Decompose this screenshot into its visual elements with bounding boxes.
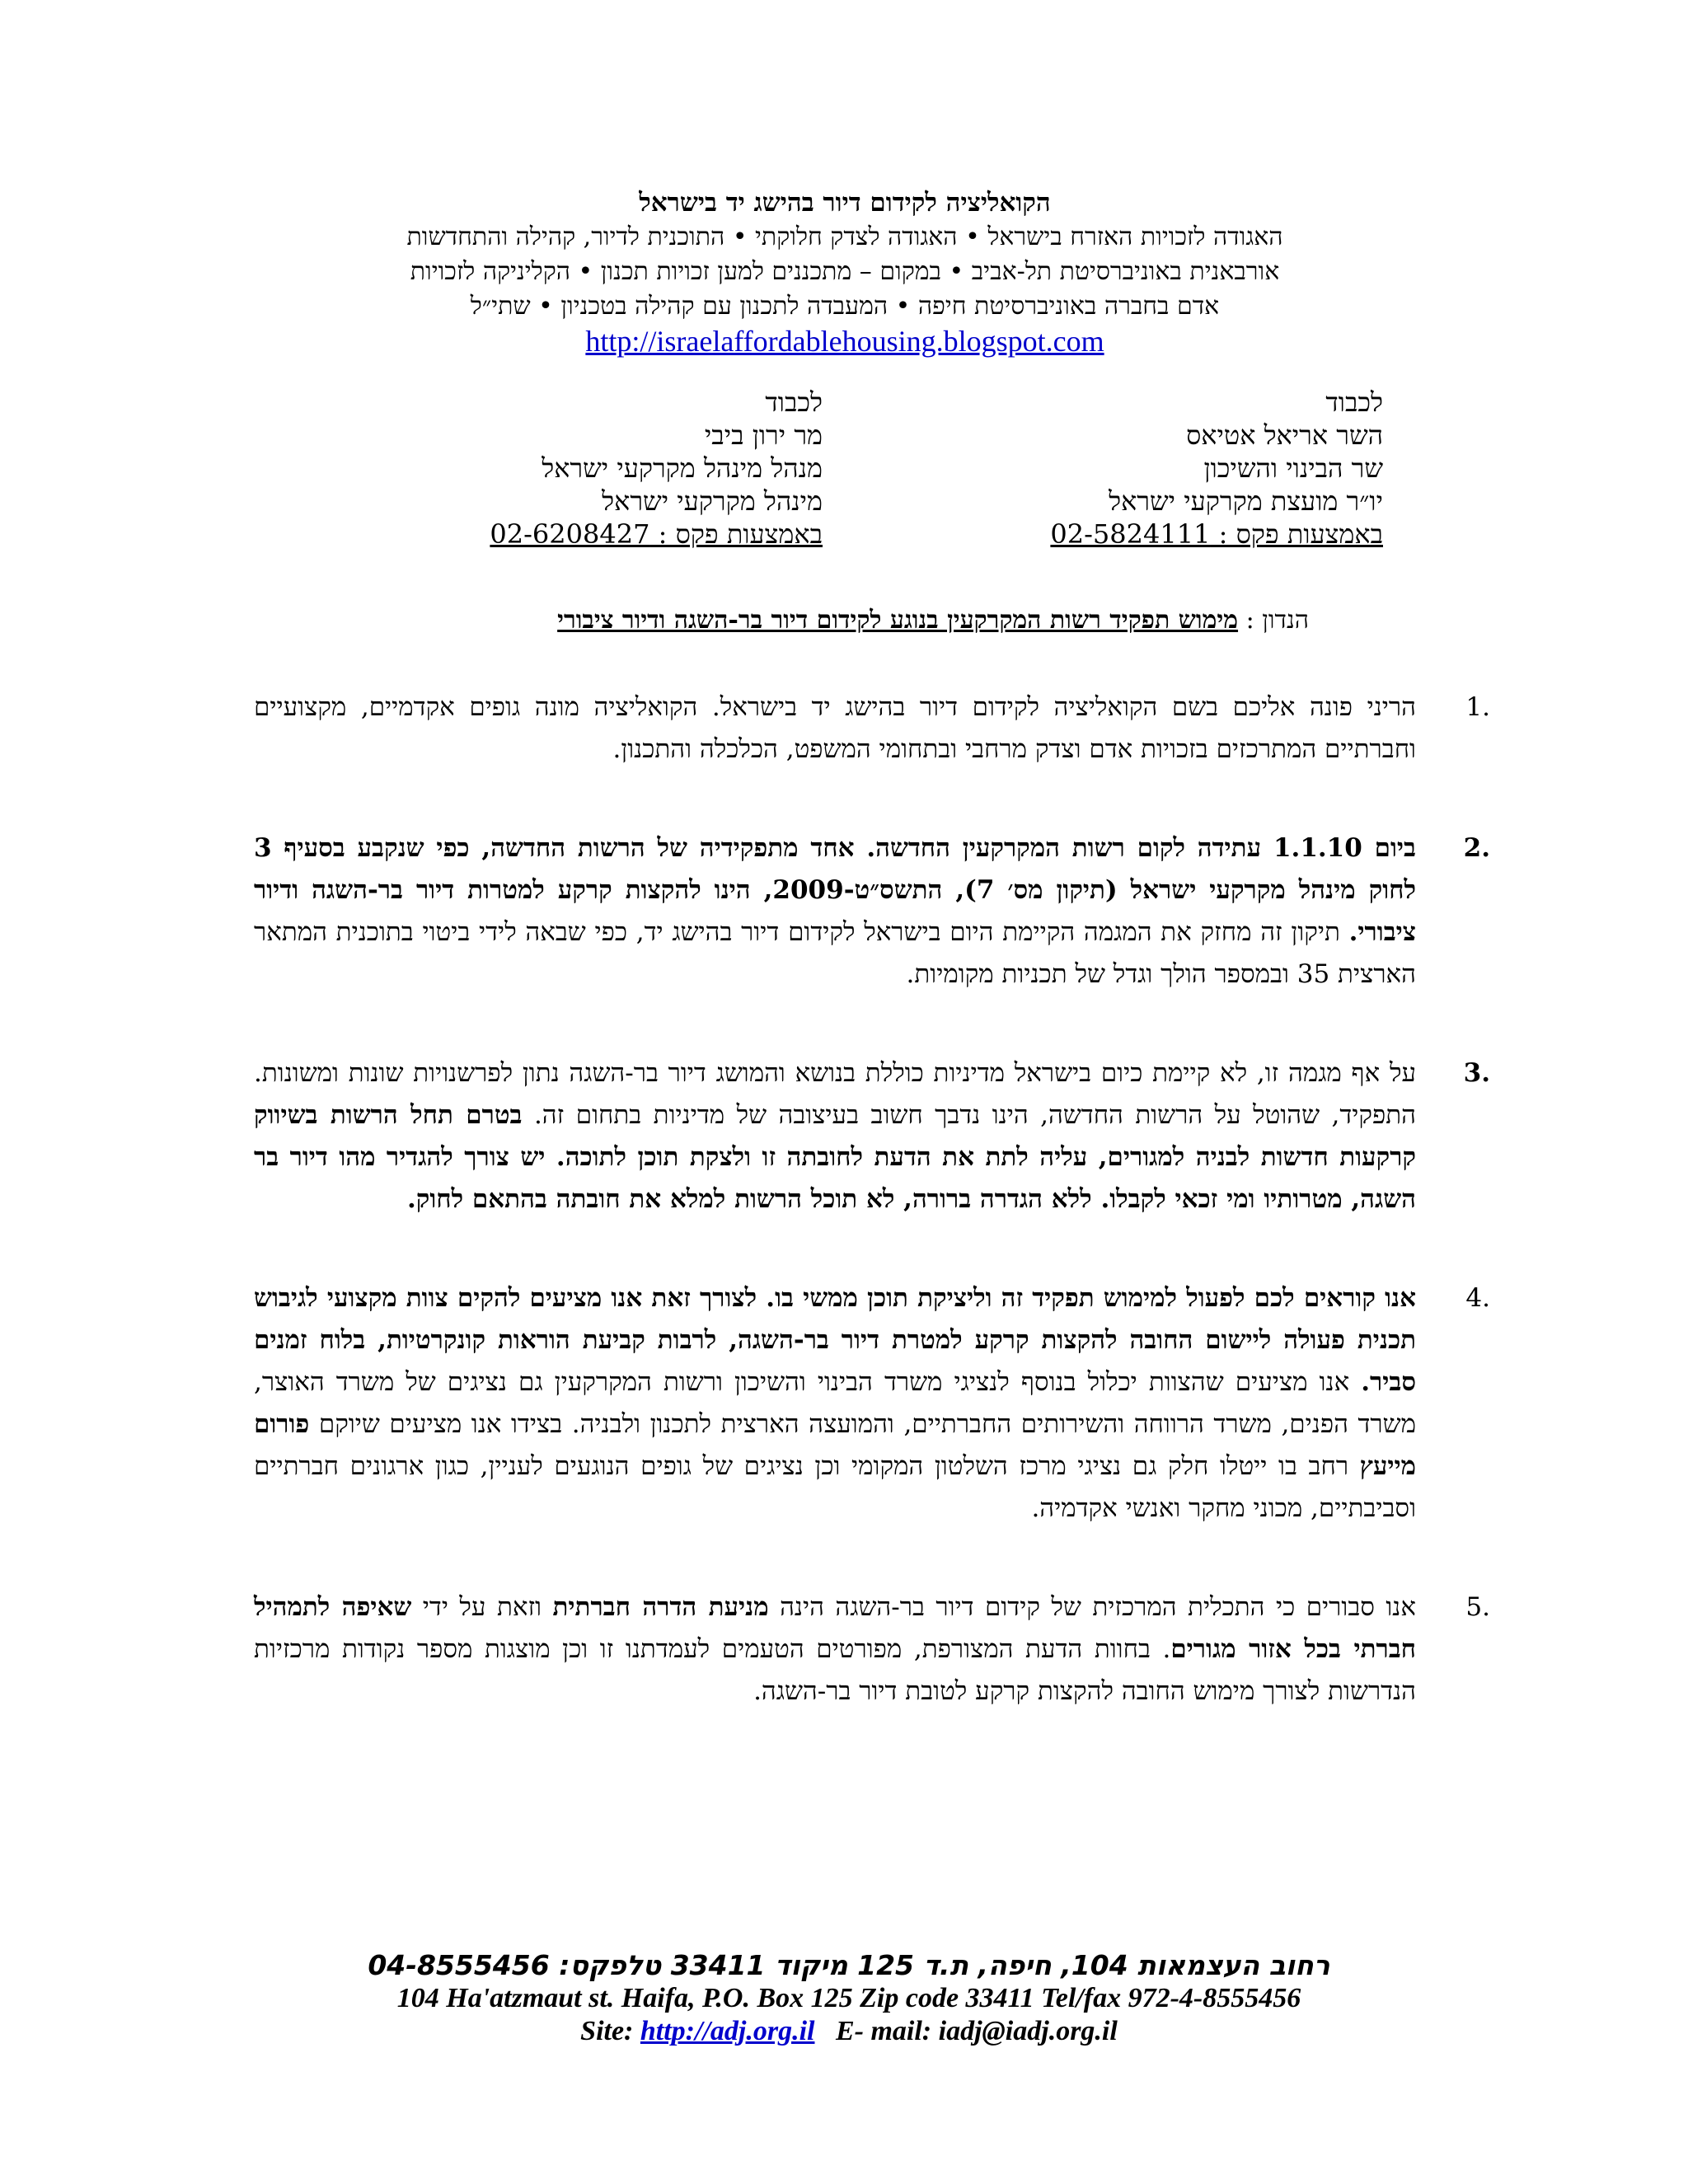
paragraph-5 [254, 1586, 1490, 1713]
recipient-role: יו״ר מועצת מקרקעי ישראל [1109, 485, 1383, 517]
paragraph-4 [254, 1277, 1490, 1530]
paragraph-number: 5. [1465, 1592, 1490, 1622]
recipient-name: השר אריאל אטיאס [1186, 419, 1383, 451]
footer [313, 1949, 1385, 2048]
numbered-paragraphs [254, 687, 1490, 1769]
paragraph-text: רחב בו ייטלו חלק גם נציגי מרכז השלטון המקומי וכן נציגים של גופים הנוגעים לעניין, כגון ארגונים חברתיים וסביבתיים, מכוני מחקר ואנשי אקדמיה. [254, 1451, 1416, 1523]
paragraph-bold-text: מניעת הדרה חברתית [552, 1592, 769, 1622]
paragraph-bold-text: שאיפה לתמהיל חברתי בכל אזור מגורים [254, 1592, 1416, 1664]
subject-label: הנדון : [1245, 606, 1309, 635]
paragraph-bold-text: פורום מייעץ [254, 1409, 1416, 1481]
recipient-role: מינהל מקרקעי ישראל [602, 485, 823, 517]
paragraph-number: 1. [1465, 692, 1490, 722]
subject-line [279, 606, 1309, 635]
coalition-title: הקואליציה לקידום דיור בהישג יד בישראל [639, 188, 1051, 218]
subject-text: מימוש תפקיד רשות המקרקעין בנוגע לקידום דיור בר-השגה ודיור ציבורי [557, 606, 1239, 635]
recipient-fax: באמצעות פקס : 02-6208427 [490, 518, 823, 550]
paragraph-text: אנו סבורים כי התכלית המרכזית של קידום דיור בר-השגה הינה [768, 1592, 1416, 1622]
letterhead [297, 185, 1393, 361]
paragraph-number: 3. [1463, 1058, 1490, 1088]
recipient-director [410, 386, 823, 551]
paragraph-number: 4. [1465, 1283, 1490, 1313]
site-link[interactable]: http://adj.org.il [640, 2016, 815, 2046]
recipient-minister [971, 386, 1383, 551]
paragraph-bold-text: בטרם תחל הרשות בשיווק קרקעות חדשות לבניה למגורים, עליה לתת את הדעת לחובתה זו ולצקת תוכן לתוכה. יש צורך להגדיר מהו דיור בר השגה, מטרותיו ומי זכאי לקבלו. ללא הגדרה ברורה, לא תוכל הרשות למלא את חובתה בהתאם לחוק. [254, 1100, 1416, 1214]
paragraph-text: אנו מציעים שהצוות יכלול בנוסף לנציגי משרד הבינוי והשיכון ורשות המקרקעין גם נציגים של משרד האוצר, משרד הפנים, משרד הרווחה והשירותים החברתיים, והמועצה הארצית לתכנון ולבניה. בצידו אנו מציעים שיוקם [254, 1367, 1416, 1439]
paragraph-1 [254, 687, 1490, 771]
paragraph-3 [254, 1052, 1490, 1221]
recipient-name: מר ירון ביבי [704, 419, 823, 451]
paragraph-text: על אף מגמה זו, לא קיימת כיום בישראל מדיניות כוללת בנושא והמושג דיור בר-השגה נתון לפרשנויות שונות ומשונות. התפקיד, שהוטל על הרשות החדשה, הינו נדבך חשוב בעיצובה של מדיניות בתחום זה. [254, 1058, 1416, 1130]
members-line-3: אדם בחברה באוניברסיטת חיפה • המעבדה לתכנון עם קהילה בטכניון • שתי״ל [470, 292, 1220, 321]
members-line-2: אורבאנית באוניברסיטת תל-אביב • במקום – מתכננים למען זכויות תכנון • הקליניקה לזכויות [410, 257, 1280, 286]
paragraph-bold-text: ביום 1.1.10 עתידה לקום רשות המקרקעין החדשה. אחד מתפקידיה של הרשות החדשה, כפי שנקבע בסעיף 3 לחוק מינהל מקרקעי ישראל (תיקון מס׳ 7), התשס״ט-2009, הינו להקצות קרקע למטרות דיור בר-השגה ודיור ציבורי. [254, 833, 1416, 947]
blog-link[interactable]: http://israelaffordablehousing.blogspot.com [585, 325, 1104, 358]
recipient-role: מנהל מינהל מקרקעי ישראל [542, 452, 823, 484]
footer-address-hebrew: רחוב העצמאות 104, חיפה, ת.ד 125 מיקוד 33411 טלפקס: 04-8555456 [368, 1949, 1330, 1981]
recipient-role: שר הבינוי והשיכון [1203, 452, 1383, 484]
footer-address-english: 104 Ha'atzmaut st. Haifa, P.O. Box 125 Zip code 33411 Tel/fax 972-4-8555456 [396, 1983, 1301, 2013]
paragraph-text: . בחוות הדעת המצורפת, מפורטים הטעמים לעמדתנו זו וכן מוצגות מספר נקודות מרכזיות הנדרשות לצורך מימוש החובה להקצות קרקע לטובת דיור בר-השגה. [254, 1634, 1416, 1706]
email-address[interactable]: E- mail: iadj@iadj.org.il [835, 2016, 1118, 2046]
salutation: לכבוד [1325, 387, 1383, 418]
site-label: Site: [580, 2016, 634, 2046]
footer-contact [313, 2015, 1385, 2048]
recipient-fax: באמצעות פקס : 02-5824111 [1050, 518, 1383, 550]
paragraph-text: הריני פונה אליכם בשם הקואליציה לקידום דיור בהישג יד בישראל. הקואליציה מונה גופים אקדמיים, מקצועיים וחברתיים המתרכזים בזכויות אדם וצדק מרחבי ובתחומי המשפט, הכלכלה והתכנון. [254, 692, 1416, 764]
salutation: לכבוד [765, 387, 823, 418]
paragraph-2 [254, 827, 1490, 996]
paragraph-text: וזאת על ידי [411, 1592, 553, 1622]
paragraph-text: תיקון זה מחזק את המגמה הקיימת היום בישראל לקידום דיור בהישג יד, כפי שבאה לידי ביטוי בתוכנית המתאר הארצית 35 ובמספר הולך וגדל של תכניות מקומיות. [254, 917, 1416, 989]
paragraph-bold-text: אנו קוראים לכם לפעול למימוש תפקיד זה וליציקת תוכן ממשי בו. לצורך זאת אנו מציעים להקים צוות מקצועי לגיבוש תכנית פעולה ליישום החובה להקצות קרקע למטרת דיור בר-השגה, לרבות קביעת הוראות קונקרטיות, בלוח זמנים סביר. [254, 1283, 1416, 1397]
members-line-1: האגודה לזכויות האזרח בישראל • האגודה לצדק חלוקתי • התוכנית לדיור, קהילה והתחדשות [406, 223, 1283, 251]
paragraph-number: 2. [1463, 833, 1490, 863]
